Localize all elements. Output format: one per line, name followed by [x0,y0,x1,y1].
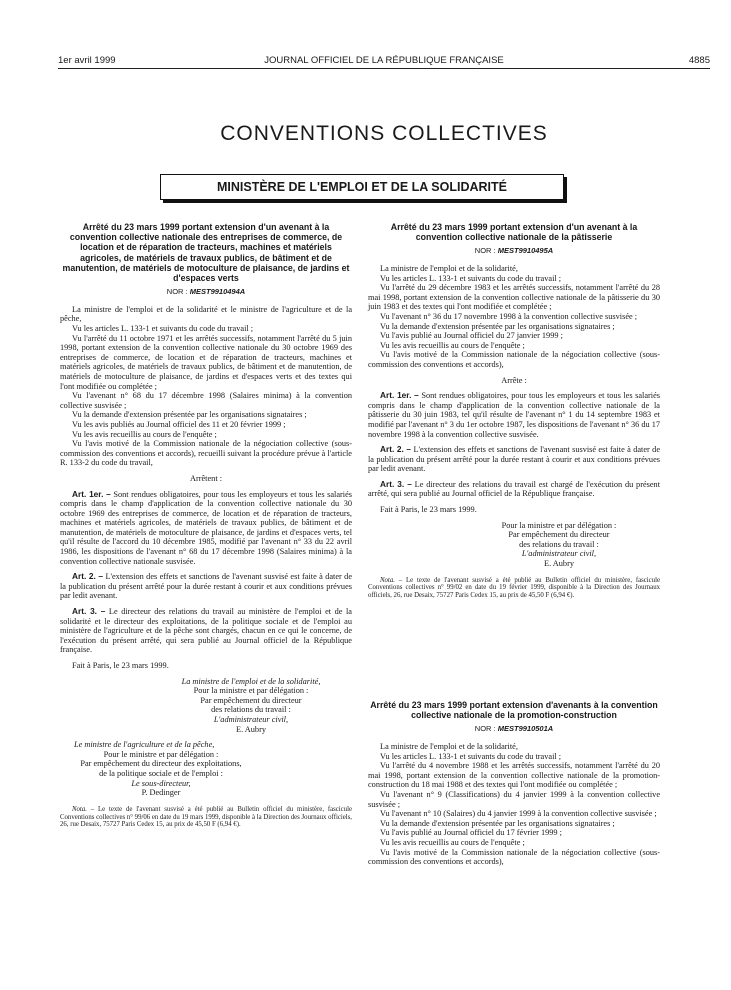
article-3 [60,607,352,655]
signature-line: Par empêchement du directeur des exploitations, [80,759,242,769]
article-text: Le directeur des relations du travail au ministère de l'emploi et de la solidarité et le directeur des exploitations, de la politique sociale et de l'emploi au ministère de l'agriculture et de la pêche sont chargés, chacun en ce qui le concerne, de l'exécution du présent arrêté, qui sera publié au Journal officiel de la République française. [60,607,352,655]
signature-line: des relations du travail : [211,705,291,715]
article-label: Art. 1er. – [72,488,111,499]
paragraph: Vu les avis recueillis au cours de l'enquête ; [380,340,525,350]
signatory-name: P. Dedinger [141,788,181,798]
paragraph: La ministre de l'emploi et de la solidarité, [380,742,518,751]
nor-code: MESТ9910494A [189,287,246,297]
paragraph: Vu la demande d'extension présentée par les organisations signataires ; [380,321,615,331]
signature-line: Le ministre de l'agriculture et de la pêche, [74,740,215,750]
decree-title: Arrêté du 23 mars 1999 portant extension d'avenants à la convention collective nationale de la promotion-construction [370,700,658,721]
article-text: Sont rendues obligatoires, pour tous les employeurs et tous les salariés compris dans le champ d'application de la convention collective nationale du 30 octobre 1969 des entreprises de commerce, de location et de réparation de tracteurs, machines et matériels agricoles, de matériels de travaux publics, de bâtiment et de manutention, de matériels de motoculture de plaisance, de jardins et d'espaces verts, tel qu'il résulte de l'accord du 10 décembre 1985, modifié par l'avenant n° 33 du 22 avril 1986, les dispositions de l'avenant n° 68 du 17 décembre 1998 (Salaires minima) à la convention collective nationale susvisée. [60,489,353,566]
paragraph: Vu les articles L. 133-1 et suivants du code du travail ; [380,273,562,283]
paragraph: Vu l'avis motivé de la Commission nationale de la négociation collective (sous-commission des conventions et accords), [368,847,660,867]
signatory-name: E. Aubry [544,559,574,569]
note-label: Nota. [72,805,87,813]
paragraph: Vu les avis publiés au Journal officiel des 11 et 20 février 1999 ; [72,419,286,429]
article-text: Le directeur des relations du travail est chargé de l'exécution du présent arrêté, qui sera publié au Journal officiel de la République française. [368,479,661,499]
nor-reference [368,246,660,256]
paragraph: Vu l'avenant n° 68 du 17 décembre 1998 (Salaires minima) à la convention collective susvisée ; [60,391,352,410]
header-page-number: 4885 [688,55,710,66]
signature-line: de la politique sociale et de l'emploi : [99,768,223,778]
article-label: Art. 2. – [380,444,412,455]
article-3 [368,480,660,499]
signature-block [368,521,660,569]
article-text: L'extension des effets et sanctions de l'avenant susvisé est faite à dater de la publication du présent arrêté pour la durée restant à courir et aux conditions prévues par ledit avenant. [60,572,353,601]
arretent-heading: Arrêtent : [189,473,223,483]
decree-title: Arrêté du 23 mars 1999 portant extension d'un avenant à la convention collective nationale de la pâtisserie [390,222,638,243]
paragraph: Vu l'avis publié au Journal officiel du 27 janvier 1999 ; [380,331,563,341]
ministry-box [160,174,564,200]
nor-label: NOR : [166,287,188,297]
signature-line: Le sous-directeur, [131,778,191,788]
nor-code: MEST9910495A [497,246,554,256]
arrete-heading: Arrête : [501,375,527,385]
article-1 [368,391,660,439]
article-2 [368,445,660,474]
note-text: – Le texte de l'avenant susvisé a été publié au Bulletin officiel du ministère, fascicule Conventions collectives n° 99/06 en date du 19 mars 1999, disponible à la Direction des Journaux officiels, 26, rue Desaix, 75727 Paris Cedex 15, au prix de 45,50 F (6,94 €). [60,805,352,829]
article-2 [60,572,352,601]
article-label: Art. 2. – [72,571,104,582]
nor-label: NOR : [474,724,496,734]
nor-reference [60,287,352,297]
page-header [58,55,710,69]
article-label: Art. 3. – [380,478,412,489]
paragraph: Vu la demande d'extension présentée par les organisations signataires ; [380,818,615,828]
paragraph: Vu l'avis motivé de la Commission nationale de la négociation collective (sous-commission des conventions et accords), [368,350,660,369]
signature-line: Pour le ministre et par délégation : [103,749,219,759]
signature-line: Pour la ministre et par délégation : [193,686,309,696]
paragraph: Vu l'avenant n° 10 (Salaires) du 4 janvier 1999 à la convention collective susvisée ; [380,809,657,819]
left-column-decree [60,222,352,829]
note-label: Nota. [380,576,395,584]
paragraph: Vu les articles L. 133-1 et suivants du code du travail ; [72,324,254,333]
nota-note [60,806,352,829]
right-column-decree-promotion-construction [368,700,660,867]
signature-line: La ministre de l'emploi et de la solidarité, [181,676,321,686]
signature-line: Pour la ministre et par délégation : [501,520,617,530]
paragraph: Vu l'avis motivé de la Commission nationale de la négociation collective (sous-commission des conventions et accords), recueilli suivant la procédure prévue à l'article R. 133-2 du code du travail, [60,439,352,468]
ministry-name: MINISTÈRE DE L'EMPLOI ET DE LA SOLIDARITÉ [216,180,508,194]
right-column-decree-patisserie [368,222,660,600]
signature-block-employment [60,677,352,735]
article-text: L'extension des effets et sanctions de l'avenant susvisé est faite à dater de la publication du présent arrêté pour la durée restant à courir et aux conditions prévues par ledit avenant. [368,445,661,474]
section-title: CONVENTIONS COLLECTIVES [220,122,548,145]
paragraph: Vu les avis recueillis au cours de l'enquête ; [380,837,525,847]
nota-note [368,577,660,600]
signature-line: L'administrateur civil, [521,549,597,559]
signing-place-date: Fait à Paris, le 23 mars 1999. [380,505,477,515]
signatory-name: E. Aubry [236,724,266,734]
nor-label: NOR : [474,246,496,256]
signing-place-date: Fait à Paris, le 23 mars 1999. [72,661,169,670]
nor-reference [368,724,660,734]
article-text: Sont rendues obligatoires, pour tous les employeurs et tous les salariés compris dans le champ d'application de la convention collective nationale de la pâtisserie du 30 juin 1983, tel qu'il résulte de l'avenant n° 1 du 14 septembre 1983 et modifié par l'avenant n° 3 du 1er octobre 1987, les dispositions de l'avenant n° 36 du 17 novembre 1998 à la convention collective susvisée. [368,391,661,439]
article-1 [60,490,352,567]
header-rule [58,68,710,69]
paragraph: Vu l'avenant n° 9 (Classifications) du 4 janvier 1999 à la convention collective susvisée ; [368,789,660,809]
signature-line: des relations du travail : [519,539,599,549]
signature-block-agriculture [60,740,352,798]
article-label: Art. 1er. – [380,390,419,401]
signature-line: Par empêchement du directeur [508,530,610,540]
signature-line: Par empêchement du directeur [200,695,302,705]
paragraph: Vu l'arrêté du 11 octobre 1971 et les arrêtés successifs, notamment l'arrêté du 5 juin 1998, portant extension de la convention collective nationale du 30 octobre 1969 des entreprises de commerce, de location et de réparation de tracteurs, machines et matériels agricoles, de matériels de travaux publics, de bâtiment et de manutention, de matériels de motoculture de plaisance, de jardins et d'espaces verts et des textes qui l'ont modifiée ou complétée ; [60,333,352,391]
paragraph: Vu la demande d'extension présentée par les organisations signataires ; [72,410,307,420]
note-text: – Le texte de l'avenant susvisé a été publié au Bulletin officiel du ministère, fascicule Conventions collectives n° 99/02 en date du 19 février 1999, disponible à la Direction des Journaux officiels, 26, rue Desaix, 75727 Paris Cedex 15, au prix de 45,50 F (6,94 €). [368,576,660,600]
paragraph: La ministre de l'emploi et de la solidarité, [380,264,518,273]
paragraph: Vu l'avenant n° 36 du 17 novembre 1998 à la convention collective susvisée ; [380,311,638,321]
article-label: Art. 3. – [72,606,106,617]
paragraph: Vu les avis recueillis au cours de l'enquête ; [72,429,217,439]
decree-title: Arrêté du 23 mars 1999 portant extension d'un avenant à la convention collective nationale des entreprises de commerce, de location et de réparation de tracteurs, machines et matériels agricoles, de matériels de travaux publics, de bâtiment et de manutention, de matériels de motoculture de plaisance, de jardins et d'espaces verts [62,222,350,284]
signature-line: L'administrateur civil, [213,714,289,724]
paragraph: Vu l'arrêté du 4 novembre 1988 et les arrêtés successifs, notamment l'arrêté du 20 mai 1998, portant extension de la convention collective nationale de la promotion-construction du 18 mai 1988 et des textes qui l'ont modifiée ou complétée ; [368,761,660,790]
paragraph: Vu les articles L. 133-1 et suivants du code du travail ; [380,751,562,761]
nor-code: MEST9910501A [497,724,554,734]
paragraph: La ministre de l'emploi et de la solidarité et le ministre de l'agriculture et de la pêche, [60,304,352,324]
header-journal-name: JOURNAL OFFICIEL DE LA RÉPUBLIQUE FRANÇAISE [264,55,504,66]
header-date: 1er avril 1999 [58,55,116,66]
paragraph: Vu l'arrêté du 29 décembre 1983 et les arrêtés successifs, notamment l'arrêté du 28 mai 1998, portant extension de la convention collective nationale de la pâtisserie du 30 juin 1983 et des textes qui l'ont modifiée et complétée ; [368,283,660,312]
paragraph: Vu l'avis publié au Journal officiel du 17 février 1999 ; [380,828,562,838]
